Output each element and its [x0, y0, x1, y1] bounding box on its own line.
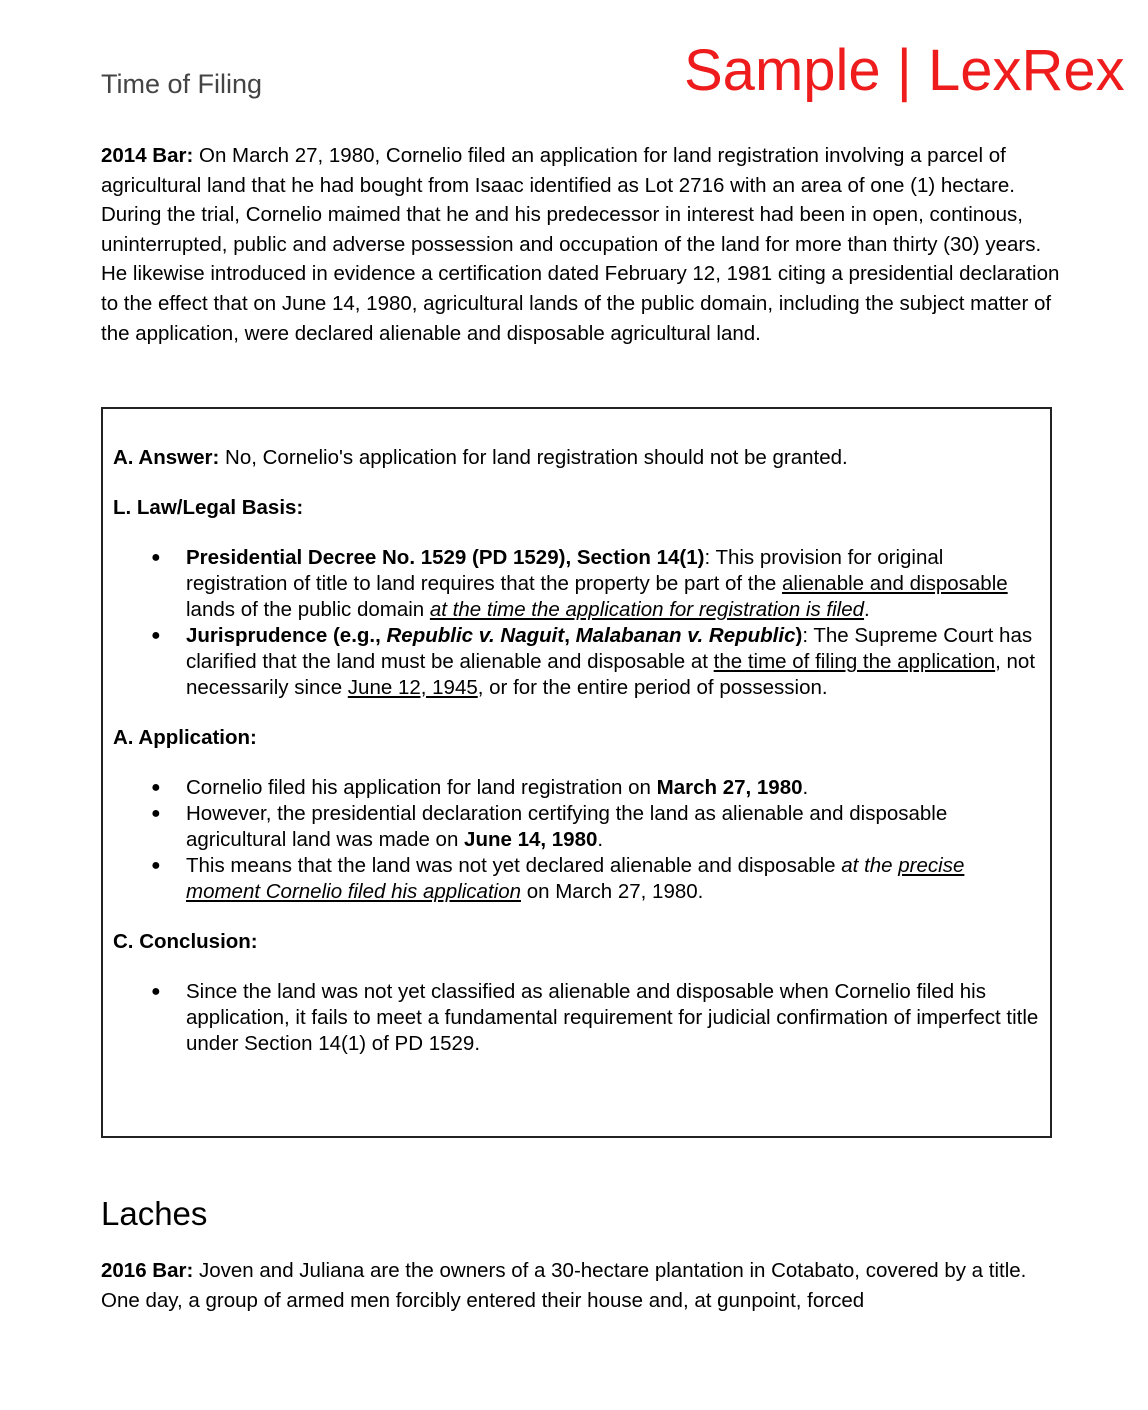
law-item-text: .: [864, 598, 870, 621]
watermark: Sample | LexRex: [684, 38, 1125, 103]
application-heading: A. Application:: [113, 726, 257, 749]
answer-label: A. Answer:: [113, 446, 220, 469]
application-italic: at the: [841, 854, 899, 877]
application-underline-italic: precise moment Cornelio filed his application: [186, 854, 965, 903]
bullet-icon: ●: [151, 805, 161, 822]
bullet-icon: ●: [151, 549, 161, 566]
list-item: [113, 853, 1043, 905]
application-bold: March 27, 1980: [656, 776, 803, 799]
bullet-icon: ●: [151, 983, 161, 1000]
bullet-icon: ●: [151, 627, 161, 644]
application-list: [113, 775, 1043, 905]
section-title-laches: Laches: [101, 1195, 208, 1232]
answer-text: No, Cornelio's application for land registration should not be granted.: [219, 446, 848, 469]
bullet-icon: ●: [151, 779, 161, 796]
section-title-time-of-filing: Time of Filing: [101, 69, 263, 99]
bar-label: 2014 Bar:: [101, 144, 194, 167]
law-heading: L. Law/Legal Basis:: [113, 496, 304, 519]
law-item-underline: alienable and disposable: [781, 572, 1008, 595]
law-item-underline-italic: at the time the application for registration is filed: [429, 598, 865, 621]
list-item: [113, 801, 1043, 853]
list-item: [113, 623, 1043, 701]
conclusion-text: Since the land was not yet classified as alienable and disposable when Cornelio filed his application, it fails to meet a fundamental requirement for judicial confirmation of imperfect title under Section 14(1) of PD 1529.: [186, 980, 1039, 1055]
bar-text: Joven and Juliana are the owners of a 30-hectare plantation in Cotabato, covered by a title. One day, a group of armed men forcibly entered their house and, at gunpoint, forced: [101, 1259, 1027, 1312]
bar-text: On March 27, 1980, Cornelio filed an application for land registration involving a parcel of agricultural land that he had bought from Isaac identified as Lot 2716 with an area of one (1) hectare. During the trial, Cornelio maimed that he and his predecessor in interest had been in open, continous, uninterrupted, public and adverse possession and occupation of the land for more than thirty (30) years. He likewise introduced in evidence a certification dated February 12, 1981 citing a presidential declaration to the effect that on June 14, 1980, agricultural lands of the public domain, including the subject matter of the application, were declared alienable and disposable agricultural land.: [101, 144, 1060, 345]
list-item: [113, 775, 1043, 801]
bullet-icon: ●: [151, 857, 161, 874]
application-text: .: [597, 828, 604, 851]
law-item-bold: Presidential Decree No. 1529 (PD 1529), Section 14(1): [186, 546, 705, 569]
law-item-bold: Jurisprudence (e.g.,: [186, 624, 387, 647]
list-item: [113, 545, 1043, 623]
law-item-text: , not necessarily since: [186, 650, 1036, 699]
bar-question-2014: [101, 141, 1061, 348]
law-item-bold: ,: [564, 624, 576, 647]
answer-line: [113, 445, 1043, 471]
application-text: on March 27, 1980.: [521, 880, 704, 903]
law-item-case-name: Republic v. Naguit: [386, 624, 565, 647]
conclusion-heading: C. Conclusion:: [113, 930, 258, 953]
application-bold: June 14, 1980: [464, 828, 598, 851]
list-item: [113, 979, 1043, 1057]
law-item-text: : This provision for original registration of title to land requires that the property be part of the: [186, 546, 944, 595]
law-item-text: , or for the entire period of possession.: [477, 676, 828, 699]
application-text: .: [802, 776, 809, 799]
application-text: Cornelio filed his application for land registration on: [186, 776, 657, 799]
application-text: However, the presidential declaration certifying the land as alienable and disposable agricultural land was made on: [186, 802, 948, 851]
answer-box-content: [113, 445, 1043, 1057]
law-list: [113, 545, 1043, 701]
law-item-text: lands of the public domain: [186, 598, 430, 621]
law-item-text: : The Supreme Court has clarified that the land must be alienable and disposable at: [186, 624, 1033, 673]
bar-question-2016: [101, 1256, 1061, 1315]
conclusion-list: [113, 979, 1043, 1057]
answer-box: [101, 407, 1052, 1138]
application-text: This means that the land was not yet declared alienable and disposable: [186, 854, 842, 877]
law-item-underline: the time of filing the application: [713, 650, 996, 673]
law-item-underline: June 12, 1945: [347, 676, 478, 699]
law-item-case-name: Malabanan v. Republic: [575, 624, 796, 647]
bar-label: 2016 Bar:: [101, 1259, 194, 1282]
law-item-bold: ): [795, 624, 803, 647]
